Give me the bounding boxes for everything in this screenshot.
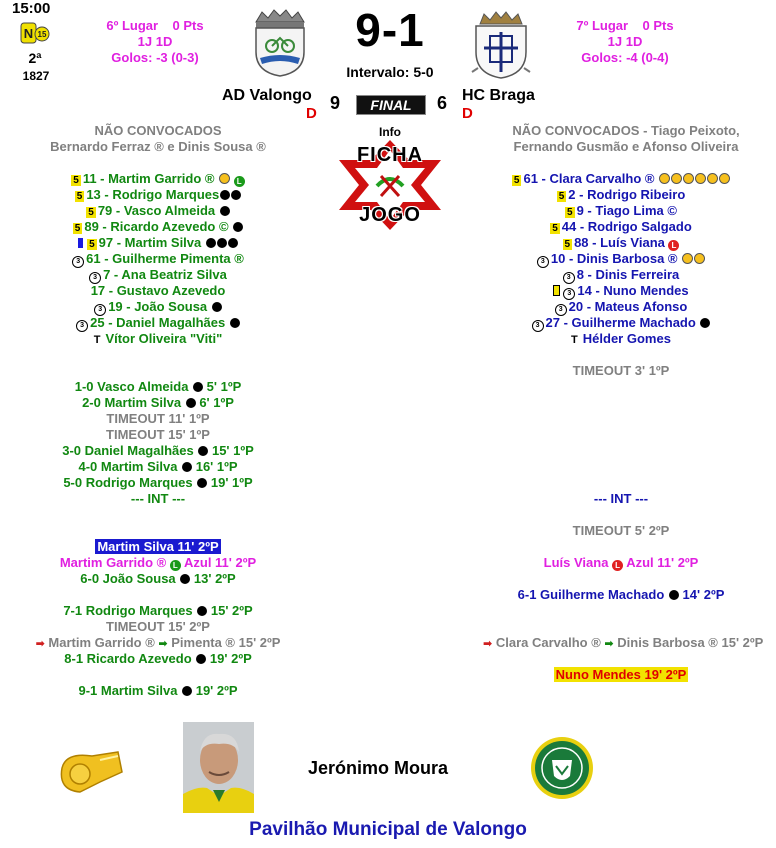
event-text: Luís Viana	[543, 555, 609, 570]
jogo-label: JOGO	[359, 204, 421, 226]
home-record: 1J 1D	[137, 34, 173, 49]
player-name: 88 - Luís Viana	[574, 235, 665, 250]
yellow-square-icon	[553, 285, 560, 296]
match-time: 15:00	[12, 0, 51, 17]
coach-badge: T	[93, 334, 101, 346]
event-time: 16' 1ºP	[195, 459, 238, 474]
event-time: Pimenta ® 15' 2ºP	[171, 635, 281, 650]
foul-icon	[212, 302, 222, 312]
competition-badge	[20, 21, 50, 45]
player-row[interactable]	[483, 315, 759, 332]
blue-card-event	[20, 539, 296, 555]
home-crest[interactable]	[248, 8, 312, 78]
timeout-event: TIMEOUT 5' 2ºP	[572, 523, 670, 538]
yellow-card-icon	[671, 173, 682, 184]
away-team-name[interactable]: HC Braga	[462, 87, 535, 104]
event-text: 7-1 Rodrigo Marques	[63, 603, 193, 618]
event-time: 15' 2ºP	[210, 603, 253, 618]
yellow-card-icon	[683, 173, 694, 184]
player-row[interactable]	[483, 187, 759, 203]
event-text: 9-1 Martim Silva	[78, 683, 178, 698]
player-row[interactable]	[20, 171, 296, 187]
home-goals: Golos: -3 (0-3)	[111, 50, 199, 65]
event-text: 2-0 Martim Silva	[82, 395, 182, 410]
svg-text:N: N	[23, 26, 34, 41]
event-time: 5' 1ºP	[206, 379, 242, 394]
player-row[interactable]	[20, 187, 296, 203]
player-name: 17 - Gustavo Azevedo	[90, 283, 226, 298]
svg-text:15: 15	[37, 30, 47, 39]
away-position: 7º Lugar	[576, 18, 629, 33]
player-name: 61 - Clara Carvalho ®	[523, 171, 655, 186]
ficha-label: FICHA	[356, 144, 424, 166]
referee-name[interactable]: Jerónimo Moura	[308, 758, 449, 778]
event-time: 13' 2ºP	[193, 571, 236, 586]
ball-icon	[669, 590, 679, 600]
player-name: 44 - Rodrigo Salgado	[561, 219, 692, 234]
goal-event	[20, 443, 296, 459]
player-name: 61 - Guilherme Pimenta ®	[86, 251, 244, 266]
coach-badge: T	[571, 334, 578, 346]
away-result-letter: D	[462, 105, 473, 122]
blue-card-icon	[78, 238, 83, 248]
yellow-card-icon	[719, 173, 730, 184]
foul-icon	[217, 238, 227, 248]
info-link[interactable]: Info	[379, 125, 401, 139]
home-not-called-title: NÃO CONVOCADOS	[94, 123, 222, 138]
five-badge: 5	[73, 175, 79, 186]
player-name: 89 - Ricardo Azevedo ©	[84, 219, 229, 234]
event-time: 15' 1ºP	[211, 443, 254, 458]
yellow-card-icon	[707, 173, 718, 184]
five-badge: 5	[567, 207, 573, 218]
player-row[interactable]	[483, 267, 759, 284]
player-row[interactable]	[20, 299, 296, 316]
home-team-name[interactable]: AD Valongo	[222, 87, 312, 104]
three-badge: 3	[94, 304, 106, 316]
away-goals: Golos: -4 (0-4)	[581, 50, 669, 65]
event-text: 5-0 Rodrigo Marques	[63, 475, 193, 490]
player-row[interactable]	[20, 315, 296, 332]
away-fouls: 6	[437, 93, 448, 113]
player-name: 79 - Vasco Almeida	[97, 203, 216, 218]
player-name: 7 - Ana Beatriz Silva	[103, 267, 227, 282]
event-text: 1-0 Vasco Almeida	[74, 379, 189, 394]
player-name: 97 - Martim Silva	[98, 235, 202, 250]
foul-icon	[233, 222, 243, 232]
foul-icon	[228, 238, 238, 248]
three-badge: 3	[76, 320, 88, 332]
five-badge: 5	[89, 239, 95, 250]
player-row[interactable]	[20, 219, 296, 235]
red-card-icon: L	[612, 560, 623, 571]
coach-name: Hélder Gomes	[582, 331, 671, 346]
player-name: 25 - Daniel Magalhães	[90, 315, 226, 330]
player-name: 8 - Dinis Ferreira	[576, 267, 680, 282]
event-text: Martim Garrido ®	[48, 635, 155, 650]
event-text: Martim Garrido ®	[59, 555, 167, 570]
event-time: Azul 11' 2ºP	[626, 555, 699, 570]
player-name: 27 - Guilherme Machado	[545, 315, 696, 330]
player-row[interactable]	[483, 283, 759, 300]
away-record: 1J 1D	[607, 34, 643, 49]
away-standing	[560, 18, 690, 66]
card-event	[20, 555, 296, 571]
away-points: 0 Pts	[642, 18, 674, 33]
ficha-jogo-button[interactable]	[337, 138, 443, 232]
foul-icon	[231, 190, 241, 200]
yellow-card-icon	[219, 173, 230, 184]
event-text: 3-0 Daniel Magalhães	[62, 443, 194, 458]
sub-in-icon: ➡	[604, 638, 614, 650]
five-badge: 5	[552, 223, 558, 234]
interval-marker: --- INT ---	[130, 491, 186, 506]
division-label: 2ª	[28, 50, 42, 66]
ball-icon	[182, 686, 192, 696]
ball-icon	[198, 446, 208, 456]
home-not-called-list: Bernardo Ferraz ® e Dinis Sousa ®	[50, 139, 266, 154]
foul-icon	[220, 190, 230, 200]
ball-icon	[197, 606, 207, 616]
player-name: 13 - Rodrigo Marques	[86, 187, 220, 202]
foul-icon	[220, 206, 230, 216]
event-time: 14' 2ºP	[682, 587, 725, 602]
halftime-score: Intervalo: 5-0	[346, 64, 434, 80]
ball-icon	[193, 382, 203, 392]
coach-name: Vítor Oliveira "Viti"	[105, 331, 223, 346]
player-name: 9 - Tiago Lima ©	[576, 203, 677, 218]
event-time: 19' 1ºP	[210, 475, 253, 490]
five-badge: 5	[558, 191, 565, 202]
home-not-called	[20, 123, 296, 155]
goal-event	[483, 587, 759, 603]
three-badge: 3	[555, 304, 567, 316]
yellow-card-icon	[694, 253, 705, 264]
goal-event	[20, 395, 296, 411]
away-not-called	[488, 123, 764, 155]
away-not-called-title: NÃO CONVOCADOS - Tiago Peixoto,	[512, 123, 740, 138]
player-row[interactable]	[483, 235, 759, 251]
event-text: 8-1 Ricardo Azevedo	[64, 651, 192, 666]
sub-in-icon: ➡	[158, 638, 168, 650]
timeout-event: TIMEOUT 15' 1ºP	[106, 427, 210, 442]
player-row[interactable]	[483, 251, 759, 268]
three-badge: 3	[532, 320, 544, 332]
ball-icon	[186, 398, 196, 408]
timeout-event: TIMEOUT 3' 1ºP	[572, 363, 670, 378]
ball-icon	[180, 574, 190, 584]
match-status-badge: FINAL	[356, 95, 426, 115]
event-text: Nuno Mendes 19' 2ºP	[555, 667, 687, 682]
player-name: 20 - Mateus Afonso	[568, 299, 688, 314]
player-row[interactable]	[483, 171, 759, 187]
yellow-card-icon	[695, 173, 706, 184]
player-row[interactable]	[20, 203, 296, 219]
game-number: 1827	[22, 69, 50, 83]
event-text: Clara Carvalho ®	[495, 635, 601, 650]
goal-event	[20, 459, 296, 475]
ball-icon	[197, 478, 207, 488]
three-badge: 3	[89, 272, 101, 284]
goal-event	[20, 379, 296, 395]
ball-icon	[182, 462, 192, 472]
three-badge: 3	[537, 256, 549, 268]
goal-event	[20, 603, 296, 619]
home-result-letter: D	[306, 105, 317, 122]
five-badge: 5	[74, 223, 81, 234]
green-card-icon: L	[234, 176, 245, 187]
five-badge: 5	[88, 207, 94, 218]
red-card-event	[483, 667, 759, 683]
home-fouls: 9	[330, 93, 341, 113]
three-badge: 3	[563, 288, 575, 300]
sub-out-icon: ➡	[35, 638, 45, 650]
event-time: 19' 2ºP	[209, 651, 252, 666]
referee-association-logo	[530, 736, 594, 800]
foul-icon	[230, 318, 240, 328]
five-badge: 5	[564, 239, 571, 250]
venue-name[interactable]: Pavilhão Municipal de Valongo	[249, 819, 527, 840]
event-text: 4-0 Martim Silva	[78, 459, 178, 474]
player-row[interactable]	[483, 299, 759, 316]
player-row[interactable]	[20, 267, 296, 284]
green-card-icon: L	[170, 560, 181, 571]
five-badge: 5	[513, 175, 520, 186]
foul-icon	[206, 238, 216, 248]
three-badge: 3	[72, 256, 84, 268]
home-position: 6º Lugar	[106, 18, 159, 33]
player-row[interactable]	[483, 203, 759, 219]
event-time: 19' 2ºP	[195, 683, 238, 698]
player-row[interactable]	[20, 235, 296, 251]
away-not-called-list: Fernando Gusmão e Afonso Oliveira	[513, 139, 739, 154]
player-row[interactable]	[483, 219, 759, 235]
timeout-event: TIMEOUT 15' 2ºP	[106, 619, 210, 634]
goal-event	[20, 651, 296, 667]
yellow-card-icon	[682, 253, 693, 264]
yellow-card-icon	[659, 173, 670, 184]
red-card-icon: L	[668, 240, 679, 251]
event-time: Azul 11' 2ºP	[183, 555, 257, 570]
ball-icon	[196, 654, 206, 664]
final-score: 9-1	[355, 4, 425, 56]
coach-row[interactable]	[20, 331, 296, 348]
player-name: 11 - Martim Garrido ®	[82, 171, 215, 186]
player-name: 10 - Dinis Barbosa ®	[550, 251, 678, 266]
sub-out-icon: ➡	[483, 638, 493, 650]
event-text: Martim Silva 11' 2ºP	[97, 539, 219, 554]
foul-icon	[700, 318, 710, 328]
five-badge: 5	[76, 191, 83, 202]
goal-event	[20, 683, 296, 699]
referee-photo	[183, 722, 254, 813]
timeout-event: TIMEOUT 11' 1ºP	[106, 411, 210, 426]
player-row[interactable]	[20, 251, 296, 268]
event-time: 6' 1ºP	[199, 395, 234, 410]
three-badge: 3	[563, 272, 575, 284]
home-standing	[90, 18, 220, 66]
coach-row[interactable]	[483, 331, 759, 348]
event-text: 6-0 João Sousa	[80, 571, 176, 586]
player-name: 19 - João Sousa	[108, 299, 208, 314]
away-crest[interactable]	[470, 8, 532, 80]
event-text: 6-1 Guilherme Machado	[517, 587, 665, 602]
whistle-icon	[52, 738, 126, 796]
card-event	[483, 555, 759, 571]
goal-event	[20, 475, 296, 491]
player-name: 14 - Nuno Mendes	[577, 283, 689, 298]
player-row[interactable]	[20, 283, 296, 299]
goal-event	[20, 571, 296, 587]
interval-marker: --- INT ---	[593, 491, 649, 506]
substitution-event	[483, 635, 764, 652]
substitution-event	[20, 635, 296, 652]
home-points: 0 Pts	[172, 18, 204, 33]
player-name: 2 - Rodrigo Ribeiro	[568, 187, 686, 202]
event-time: Dinis Barbosa ® 15' 2ºP	[617, 635, 764, 650]
